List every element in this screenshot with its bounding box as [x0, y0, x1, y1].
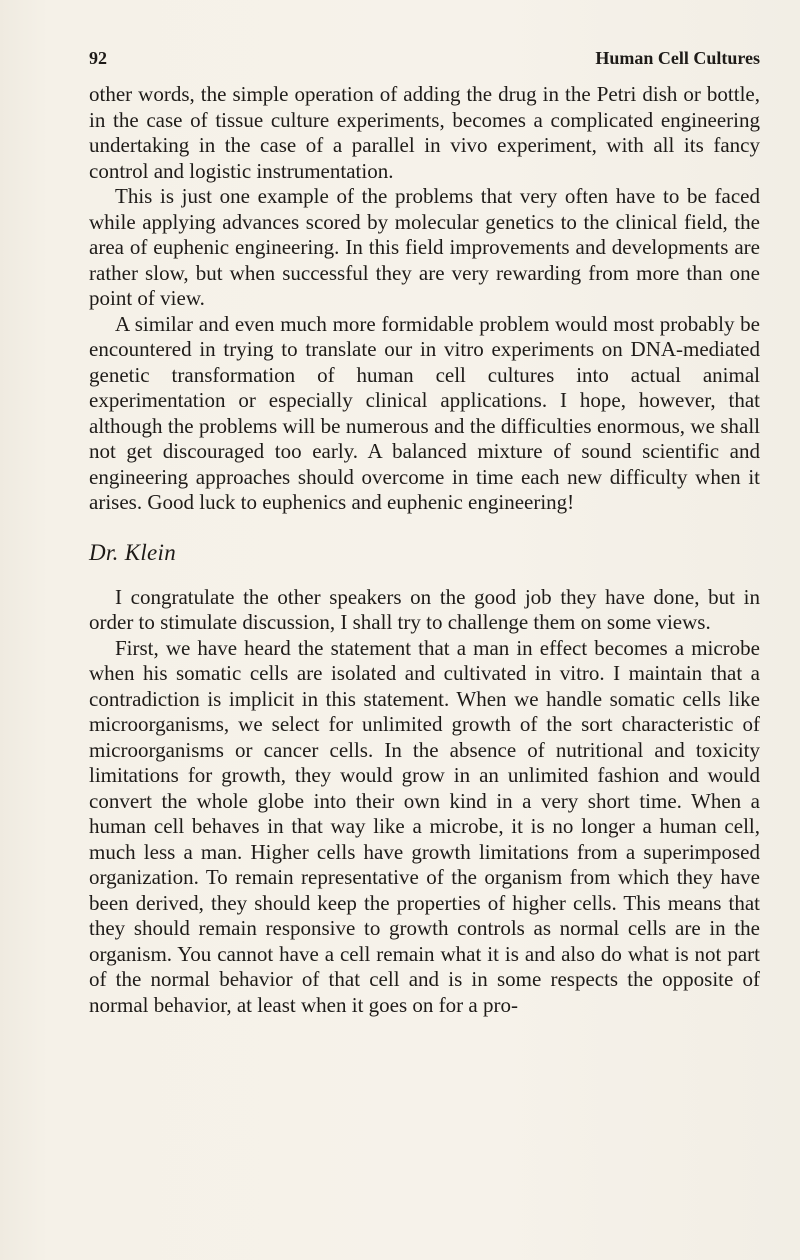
paragraph-continuation: other words, the simple operation of adding the drug in the Petri dish or bottle, in the case of tissue culture experiments, becomes a complicated engineering undertaking in the case of a parallel in vivo experiment, with all its fancy control and logistic instrumentation.	[89, 82, 760, 183]
running-title: Human Cell Cultures	[595, 48, 760, 68]
body-text	[89, 82, 760, 1018]
paragraph-congratulate: I congratulate the other speakers on the good job they have done, but in order to stimulate discussion, I shall try to challenge them on some views.	[89, 584, 760, 634]
speaker-heading: Dr. Klein	[89, 539, 177, 565]
paragraph-formidable-problem: A similar and even much more formidable problem would most probably be encountered in trying to translate our in vitro experiments on DNA-mediated genetic transformation of human cell cultures into actual animal experimentation or especially clinical applications. I hope, however, that although the problems will be numerous and the difficulties enormous, we shall not get discouraged too early. A balanced mixture of sound scientific and engineering approaches should overcome in time each new difficulty when it arises. Good luck to euphenics and euphenic engineering!	[89, 311, 760, 514]
page-header	[89, 44, 760, 74]
paragraph-example-problems: This is just one example of the problems that very often have to be faced while applying advances scored by molecular genetics to the clinical field, the area of euphenic engineering. In this field improvements and developments are rather slow, but when successful they are very rewarding from more than one point of view.	[89, 184, 760, 310]
page-number: 92	[89, 48, 107, 68]
paragraph-microbe-statement: First, we have heard the statement that a man in effect becomes a microbe when his somatic cells are isolated and cultivated in vitro. I maintain that a contradiction is implicit in this statement. When we handle somatic cells like microorganisms, we select for unlimited growth of the sort characteristic of microorganisms or cancer cells. In the absence of nutritional and toxicity limitations for growth, they would grow in an unlimited fashion and would convert the whole globe into their own kind in a very short time. When a human cell behaves in that way like a microbe, it is no longer a human cell, much less a man. Higher cells have growth limitations from a superimposed organization. To remain representative of the organism from which they have been derived, they should keep the properties of higher cells. This means that they should remain responsive to growth controls as normal cells are in the organism. You cannot have a cell remain what it is and also do what is not part of the normal behavior of that cell and is in some respects the opposite of normal behavior, at least when it goes on for a pro-	[89, 635, 760, 1017]
